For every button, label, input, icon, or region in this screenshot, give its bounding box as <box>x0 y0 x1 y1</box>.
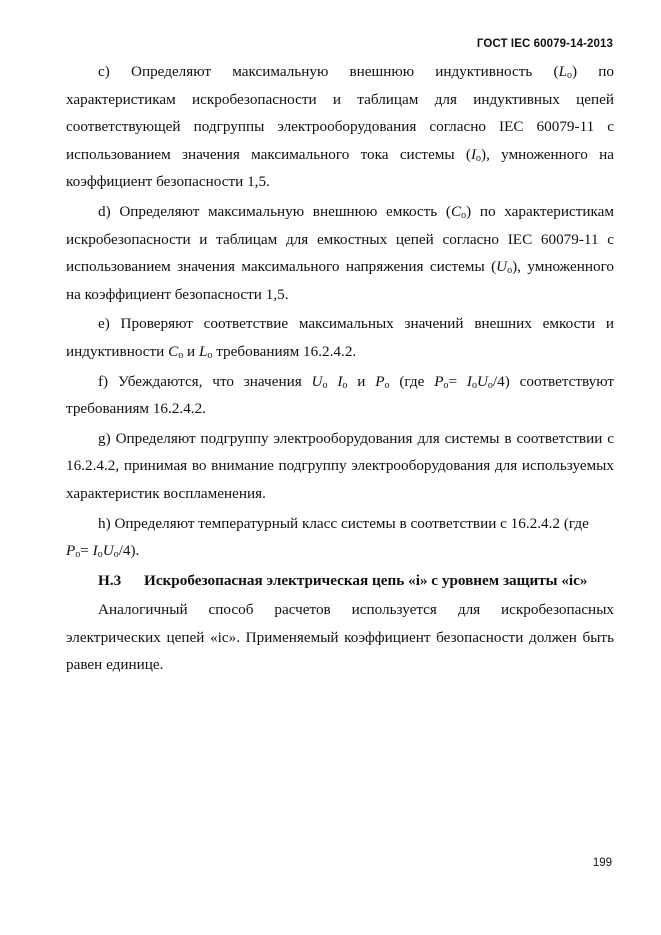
page-content <box>66 58 614 681</box>
section-number: Н.3 <box>98 571 122 589</box>
section-heading <box>66 567 614 595</box>
paragraph-g: g) Определяют подгруппу электрооборудования для системы в соответствии с 16.2.4.2, принимая во внимание подгруппу электрооборудования для используемых характеристик воспламенения. <box>66 429 614 502</box>
paragraph-d: d) Определяют максимальную внешнюю емкость $(C_o)$ по характеристикам искробезопасности и таблицам для емкостных цепей согласно IEC 60079-11 с использованием значения максимального напряжения системы $(U_o)$, умноженного на коэффициент безопасности 1,5. <box>66 202 615 303</box>
section-title: Искробезопасная электрическая цепь «i» с уровнем защиты «ic» <box>144 571 588 589</box>
page-number: 199 <box>592 857 612 869</box>
paragraph-f: f) Убеждаются, что значения $U_o$ $I_o$ и $P_o$ (где $P_o= I_oU_o/4$) соответствуют требованиям 16.2.4.2. <box>66 372 615 418</box>
paragraph-e: e) Проверяют соответствие максимальных значений внешних емкости и индуктивности $C_o$ и $L_o$ требованиям 16.2.4.2. <box>66 315 614 361</box>
paragraph-h: h) Определяют температурный класс системы в соответствии с 16.2.4.2 (где $P_o= I_oU_o/4$). <box>66 514 589 561</box>
paragraph-c: c) Определяют максимальную внешнюю индуктивность $(L_o)$ по характеристикам искробезопасности и таблицам для индуктивных цепей соответствующей подгруппы электрооборудования согласно IEC 60079-11 с использованием значения максимального тока системы $(I_o)$, умноженного на коэффициент безопасности 1,5. <box>66 63 615 191</box>
document-code-header: ГОСТ IEC 60079-14-2013 <box>476 38 613 50</box>
section-body-paragraph: Аналогичный способ расчетов используется для искробезопасных электрических цепей «ic». Применяемый коэффициент безопасности должен быть равен единице. <box>66 601 614 674</box>
